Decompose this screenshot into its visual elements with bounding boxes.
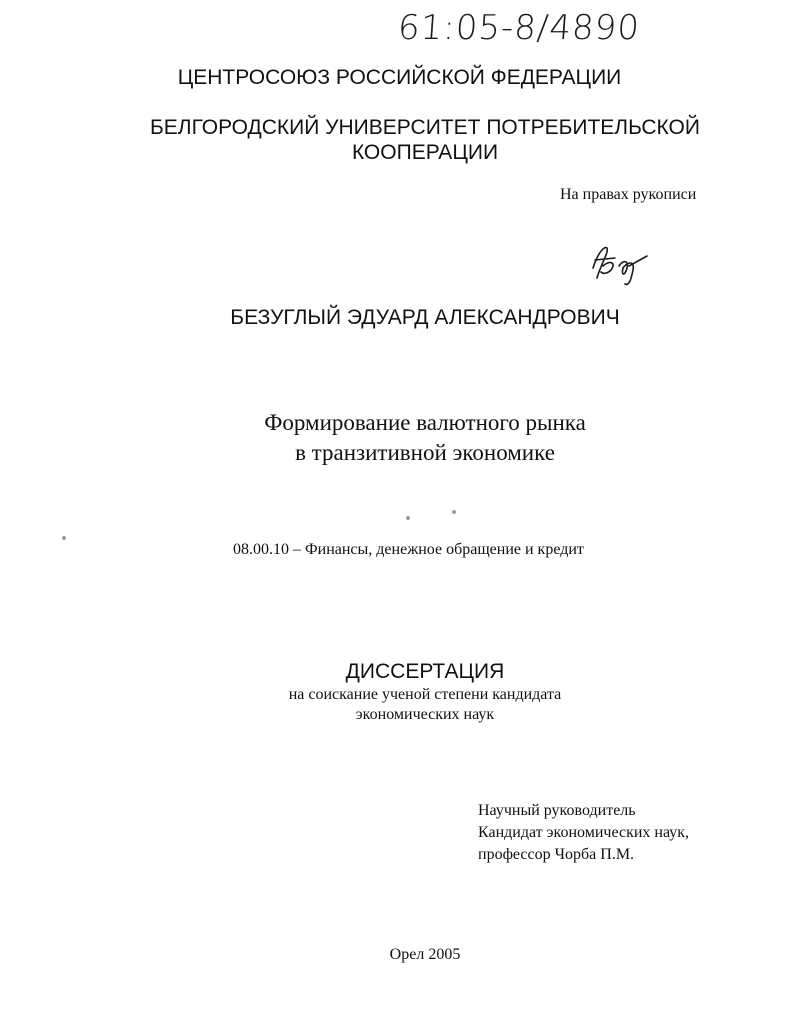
author-name: БЕЗУГЛЫЙ ЭДУАРД АЛЕКСАНДРОВИЧ xyxy=(230,306,620,329)
adviser-line3: профессор Чорба П.М. xyxy=(478,846,635,863)
scan-speck xyxy=(406,516,410,520)
university-name-line1: БЕЛГОРОДСКИЙ УНИВЕРСИТЕТ ПОТРЕБИТЕЛЬСКОЙ xyxy=(150,116,700,139)
archive-number: 61:05-8/4890 xyxy=(396,8,642,48)
title-line1: Формирование валютного рынка xyxy=(264,410,586,435)
dissertation-title xyxy=(0,408,799,468)
adviser-line2: Кандидат экономических наук, xyxy=(478,824,690,841)
adviser-line1: Научный руководитель xyxy=(478,802,636,819)
degree-purpose-line2: экономических наук xyxy=(355,706,495,723)
degree-purpose-line1: на соискание ученой степени кандидата xyxy=(288,686,562,703)
handwritten-signature xyxy=(585,238,655,288)
title-line2: в транзитивной экономике xyxy=(295,440,555,465)
university-name-line2: КООПЕРАЦИИ xyxy=(351,141,499,164)
scan-speck xyxy=(62,536,66,540)
university-name xyxy=(150,115,700,165)
organization-name: ЦЕНТРОСОЮЗ РОССИЙСКОЙ ФЕДЕРАЦИИ xyxy=(177,66,622,89)
specialty-code: 08.00.10 – Финансы, денежное обращение и кредит xyxy=(233,541,584,558)
scan-speck xyxy=(452,510,456,514)
degree-purpose xyxy=(0,685,799,725)
document-type: ДИССЕРТАЦИЯ xyxy=(345,660,505,683)
city-year: Орел 2005 xyxy=(389,946,461,963)
rights-note: На правах рукописи xyxy=(560,186,697,203)
scientific-adviser xyxy=(478,800,689,866)
